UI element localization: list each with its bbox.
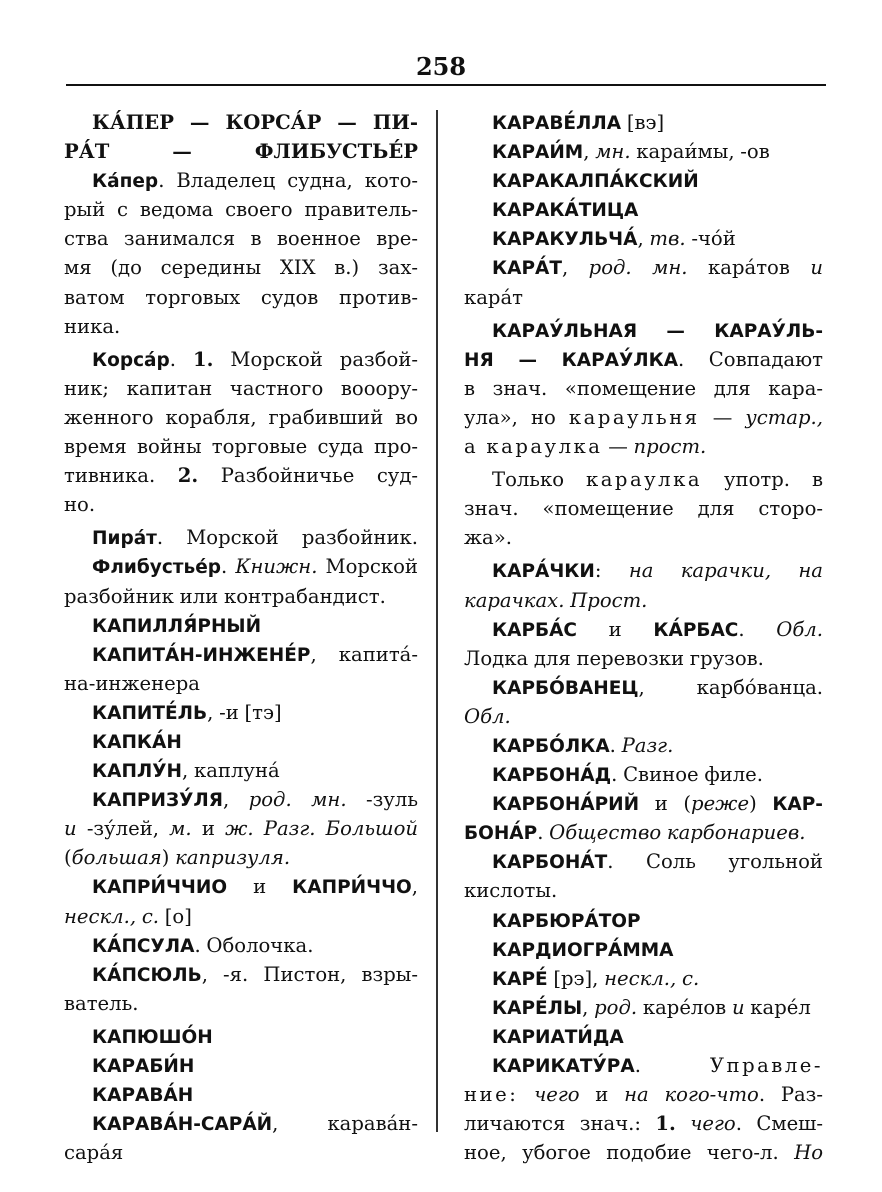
text-segment: ник; капитан частного вооору- xyxy=(64,376,418,400)
text-line xyxy=(64,552,418,581)
text-line xyxy=(64,108,418,137)
text-segment: -чо́й xyxy=(685,227,736,251)
headword: КАРА́Т xyxy=(492,258,562,280)
text-segment: Только xyxy=(492,468,586,492)
text-segment: , xyxy=(583,140,596,164)
text-segment: личаются знач.: xyxy=(464,1112,656,1136)
text-segment: . xyxy=(609,733,622,757)
text-segment: употр. в xyxy=(702,468,823,492)
text-line xyxy=(64,195,418,224)
text-line xyxy=(64,872,418,901)
text-segment: мн. xyxy=(595,140,631,164)
text-segment: . Раз- xyxy=(758,1083,823,1107)
text-segment: ства занимался в военное вре- xyxy=(64,227,418,251)
text-segment: тивника. xyxy=(64,464,178,488)
text-segment: Лодка для перевозки грузов. xyxy=(464,646,764,670)
headword: КА́ПСУЛА xyxy=(92,935,195,957)
text-segment: Морской разбой- xyxy=(213,347,418,371)
text-segment: карачках. Прост. xyxy=(464,588,648,612)
headword: Корса́р xyxy=(92,349,170,371)
text-segment: но. xyxy=(64,493,96,517)
headword: КАРАБИ́Н xyxy=(92,1056,195,1077)
headword: НЯ — КАРАУ́ЛКА xyxy=(464,349,679,371)
text-segment: , -и [тэ] xyxy=(207,700,282,724)
headword: КАРБЮРА́ТОР xyxy=(492,910,641,932)
text-line xyxy=(464,224,823,253)
text-line xyxy=(64,843,418,872)
text-line xyxy=(64,403,418,432)
text-segment: . Соль угольной xyxy=(607,850,823,874)
text-segment: , каплуна́ xyxy=(182,759,280,783)
text-line xyxy=(464,1080,823,1109)
text-line xyxy=(64,432,418,461)
text-line xyxy=(464,316,823,345)
text-line xyxy=(464,847,823,876)
text-line xyxy=(64,137,418,166)
text-segment: чего xyxy=(690,1112,736,1136)
text-segment: 1. xyxy=(192,347,214,371)
text-line xyxy=(64,640,418,669)
text-segment: каре́л xyxy=(744,995,811,1019)
text-line xyxy=(464,935,823,964)
text-line xyxy=(464,1109,823,1138)
headword: Флибустье́р xyxy=(92,557,222,579)
text-segment: ватом торговых судов против- xyxy=(64,285,418,309)
page-number: 258 xyxy=(415,52,467,81)
text-segment: караи́мы, -ов xyxy=(630,140,770,164)
text-segment: сара́я xyxy=(64,1141,124,1165)
text-segment: ное, убогое подобие чего-л. xyxy=(464,1141,795,1165)
text-segment: — xyxy=(602,435,634,459)
text-segment: ) xyxy=(749,792,773,816)
headword: КАРДИОГРА́ММА xyxy=(492,939,674,961)
headword: КАПКА́Н xyxy=(92,731,182,753)
text-segment: — xyxy=(699,405,746,429)
text-segment: женного корабля, грабивший во xyxy=(64,405,418,429)
text-segment: в знач. «помещение для кара- xyxy=(464,376,823,400)
text-segment: Но xyxy=(794,1141,823,1165)
headword: КАРАИ́М xyxy=(492,142,584,164)
text-segment: караульня xyxy=(568,405,700,429)
headword: КАРИАТИ́ДА xyxy=(492,1026,624,1048)
text-segment: РА́Т — ФЛИБУСТЬЕ́Р xyxy=(64,140,418,164)
text-segment: . xyxy=(738,617,777,641)
text-segment: , карава́н- xyxy=(272,1112,418,1136)
text-line xyxy=(64,283,418,312)
text-line xyxy=(464,374,823,403)
text-segment: ватель. xyxy=(64,991,139,1015)
text-line xyxy=(464,906,823,935)
text-segment: , xyxy=(222,788,249,812)
text-line xyxy=(464,1138,823,1167)
text-segment: , xyxy=(582,995,595,1019)
text-segment: и xyxy=(579,1083,625,1107)
text-line xyxy=(64,490,418,519)
text-segment: Обл. xyxy=(464,704,511,728)
text-segment: каре́лов xyxy=(637,995,732,1019)
headword: КА́ПСЮЛЬ xyxy=(92,964,202,986)
text-segment: ( xyxy=(64,846,72,870)
text-line xyxy=(464,137,823,166)
text-segment: большая xyxy=(71,846,162,870)
text-segment: Разг. xyxy=(621,733,674,757)
headword: КАПИТА́Н-ИНЖЕНЕ́Р xyxy=(92,644,311,666)
text-segment: м. xyxy=(169,817,192,841)
headword: КАПИТЕ́ЛЬ xyxy=(92,702,208,724)
text-segment: тв. xyxy=(649,227,686,251)
text-segment: и xyxy=(577,617,654,641)
text-line xyxy=(64,345,418,374)
text-line xyxy=(64,669,418,698)
text-segment: , xyxy=(411,875,418,899)
text-segment: род. xyxy=(594,995,638,1019)
text-segment: и xyxy=(64,817,77,841)
text-line xyxy=(64,989,418,1018)
headword: КАРБО́ВАНЕЦ xyxy=(492,677,639,699)
headword: КАПРИ́ЧЧИО xyxy=(92,877,228,899)
text-line xyxy=(464,731,823,760)
text-segment: , -я. Пистон, взры- xyxy=(201,962,418,986)
text-segment: Морской xyxy=(317,555,418,579)
text-segment: Управле- xyxy=(709,1054,823,1077)
text-segment: . Оболочка. xyxy=(194,933,314,957)
headword: КАПЮШО́Н xyxy=(92,1026,213,1048)
headword: КАР- xyxy=(772,794,823,816)
text-segment: кислоты. xyxy=(464,879,558,903)
text-segment: на-инженера xyxy=(64,671,200,695)
text-segment: . Совпадают xyxy=(678,347,823,371)
text-segment: на карачки, на xyxy=(628,559,823,583)
text-segment: КА́ПЕР — КОРСА́Р — ПИ- xyxy=(92,111,418,134)
text-segment: ж. Разг. Большой xyxy=(225,817,418,841)
text-segment: Общество карбонариев. xyxy=(549,821,806,845)
text-line xyxy=(464,283,823,312)
text-segment: чего xyxy=(534,1083,580,1107)
text-segment: [вэ] xyxy=(621,111,665,134)
text-segment: и ( xyxy=(639,792,692,816)
text-line xyxy=(64,166,418,195)
text-segment: . Морской разбойник. xyxy=(156,526,418,550)
headword: КА́РБАС xyxy=(653,619,739,641)
text-line xyxy=(464,1051,823,1080)
headword: КАРАКУЛЬЧА́ xyxy=(492,229,638,251)
headword: КАРБО́ЛКА xyxy=(492,735,610,757)
text-segment: и xyxy=(191,817,226,841)
headword: КАПРИ́ЧЧО xyxy=(292,877,412,899)
text-line xyxy=(464,964,823,993)
text-line xyxy=(464,253,823,282)
text-line xyxy=(64,374,418,403)
headword: КАРБА́С xyxy=(492,619,577,641)
text-line xyxy=(464,702,823,731)
left-column xyxy=(64,108,418,1167)
text-segment: род. мн. xyxy=(588,256,688,280)
text-line xyxy=(64,253,418,282)
text-segment: ние: xyxy=(464,1083,519,1107)
text-segment: , капита́- xyxy=(310,642,418,666)
text-segment: нескл., с. xyxy=(64,904,160,928)
text-segment: [о] xyxy=(159,904,192,928)
text-segment xyxy=(676,1112,690,1135)
text-segment: , карбо́ванца. xyxy=(638,675,823,699)
text-segment: род. мн. xyxy=(248,788,347,812)
headword: КАПИЛЛЯ́РНЫЙ xyxy=(92,615,262,637)
headword: КАПЛУ́Н xyxy=(92,761,183,783)
text-segment: 2. xyxy=(177,464,199,488)
text-segment: . xyxy=(221,555,236,579)
text-segment: кара́тов xyxy=(687,256,811,280)
text-segment: , xyxy=(561,256,589,280)
text-line xyxy=(64,756,418,785)
text-line xyxy=(64,902,418,931)
text-segment: : xyxy=(594,559,629,583)
text-segment: . xyxy=(537,821,550,845)
headword: КАРЕ́ЛЫ xyxy=(492,997,583,1019)
text-segment: кара́т xyxy=(464,285,523,309)
text-line xyxy=(464,789,823,818)
text-line xyxy=(464,993,823,1022)
text-line xyxy=(464,108,823,137)
text-line xyxy=(64,1138,418,1167)
text-line xyxy=(64,312,418,341)
column-divider xyxy=(436,110,438,1132)
text-line xyxy=(464,195,823,224)
text-segment: жа». xyxy=(464,526,512,550)
text-line xyxy=(64,1022,418,1051)
text-segment: . Смеш- xyxy=(735,1112,824,1136)
text-segment: нескл., с. xyxy=(604,966,700,990)
headword: КАРАКА́ТИЦА xyxy=(492,200,639,222)
text-segment: прост. xyxy=(633,435,707,459)
text-line xyxy=(464,644,823,673)
text-segment: . Владелец судна, кото- xyxy=(158,169,418,193)
text-segment: рый с ведома своего правитель- xyxy=(64,198,418,222)
headword: КАРБОНА́Т xyxy=(492,852,608,874)
headword: КАРАВЕ́ЛЛА xyxy=(492,113,622,134)
headword: КАРБОНА́РИЙ xyxy=(492,794,640,816)
text-line xyxy=(64,698,418,727)
text-line xyxy=(64,611,418,640)
headword: БОНА́Р xyxy=(464,823,538,845)
text-line xyxy=(64,1051,418,1080)
text-line xyxy=(64,785,418,814)
headword: Пира́т xyxy=(92,528,157,550)
text-line xyxy=(464,760,823,789)
headword: КАРИКАТУ́РА xyxy=(492,1056,635,1077)
text-segment: . Свиное филе. xyxy=(611,763,763,787)
text-segment: реже xyxy=(691,792,750,816)
text-segment: на кого-что xyxy=(624,1083,759,1107)
text-line xyxy=(64,461,418,490)
text-line xyxy=(464,556,823,585)
text-segment: и xyxy=(731,995,745,1019)
header-rule xyxy=(66,84,826,86)
text-segment: ) xyxy=(161,846,176,870)
text-segment: время войны торговые суда про- xyxy=(64,435,418,459)
text-line xyxy=(64,960,418,989)
headword: КАРАВА́Н-САРА́Й xyxy=(92,1114,273,1136)
text-line xyxy=(464,432,823,461)
text-segment: Книжн. xyxy=(235,555,318,579)
headword: КАРАУ́ЛЬНАЯ — КАРАУ́ЛЬ- xyxy=(492,320,823,342)
text-line xyxy=(64,523,418,552)
text-line xyxy=(64,727,418,756)
headword: КАПРИЗУ́ЛЯ xyxy=(92,790,223,812)
text-line xyxy=(464,673,823,702)
headword: КАРА́ЧКИ xyxy=(492,561,595,583)
text-line xyxy=(64,224,418,253)
text-line xyxy=(464,494,823,523)
text-line xyxy=(464,818,823,847)
text-segment: -зуль xyxy=(346,788,418,812)
text-line xyxy=(464,1022,823,1051)
text-line xyxy=(464,403,823,432)
text-line xyxy=(64,1080,418,1109)
headword: КАРАВА́Н xyxy=(92,1085,194,1107)
text-line xyxy=(464,166,823,195)
text-line xyxy=(64,1109,418,1138)
text-segment: [рэ], xyxy=(547,966,605,990)
headword: КАРЕ́ xyxy=(492,968,548,990)
text-segment: -зу́лей, xyxy=(76,817,170,841)
text-line xyxy=(464,465,823,494)
text-segment: устар., xyxy=(745,405,823,429)
text-segment: ула», но xyxy=(464,405,569,429)
text-segment: разбойник или контрабандист. xyxy=(64,584,386,608)
text-segment: а караулка xyxy=(464,435,603,459)
text-segment: . xyxy=(169,347,193,371)
text-segment: и xyxy=(227,875,293,899)
text-segment: Разбойничье суд- xyxy=(198,464,419,488)
text-segment: и xyxy=(810,256,823,280)
text-line xyxy=(64,582,418,611)
text-line xyxy=(64,814,418,843)
text-segment: мя (до середины XIX в.) зах- xyxy=(64,256,418,280)
text-line xyxy=(464,876,823,905)
text-line xyxy=(464,345,823,374)
text-segment: знач. «помещение для сторо- xyxy=(464,497,823,521)
text-line xyxy=(464,615,823,644)
text-segment: караулка xyxy=(585,468,703,492)
headword: Ка́пер xyxy=(92,171,159,193)
text-line xyxy=(464,586,823,615)
text-segment: Обл. xyxy=(776,617,823,641)
text-line xyxy=(64,931,418,960)
text-line xyxy=(464,523,823,552)
right-column xyxy=(464,108,823,1167)
headword: КАРАКАЛПА́КСКИЙ xyxy=(492,171,699,193)
headword: КАРБОНА́Д xyxy=(492,765,612,787)
text-segment: ника. xyxy=(64,314,121,338)
text-segment xyxy=(518,1083,534,1106)
text-segment: . xyxy=(634,1054,710,1077)
text-segment: капризуля. xyxy=(175,846,291,870)
text-segment: 1. xyxy=(655,1112,676,1136)
text-segment: , xyxy=(637,227,650,251)
